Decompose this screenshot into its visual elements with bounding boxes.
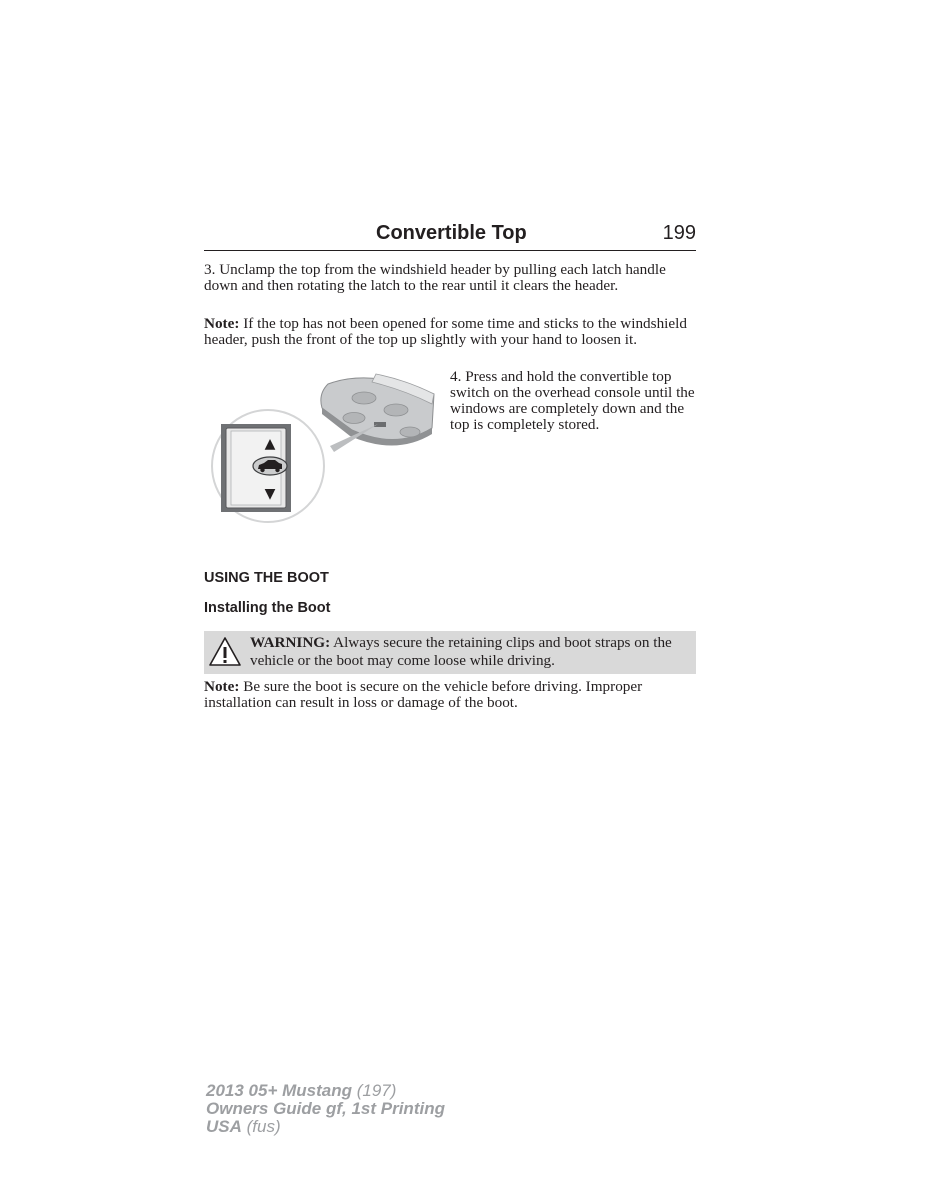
warning-box [204, 631, 696, 674]
up-arrow-icon: ▲ [264, 436, 276, 452]
footer-guide: Owners Guide gf, 1st Printing [206, 1099, 445, 1118]
page-footer [206, 1082, 445, 1136]
overhead-console-illustration [321, 374, 434, 446]
note-text-2: Be sure the boot is secure on the vehicle before driving. Improper installation can result in loss or damage of the boot. [204, 678, 643, 711]
footer-model: 2013 05+ Mustang [206, 1081, 352, 1100]
warning-label: WARNING: [250, 634, 331, 651]
footer-region-code: (fus) [241, 1117, 281, 1136]
page-number: 199 [662, 222, 696, 244]
convertible-switch-figure [206, 368, 446, 530]
step-3-paragraph: 3. Unclamp the top from the windshield header by pulling each latch handle down and then rotating the latch to the rear until it clears the header. [204, 261, 666, 294]
footer-region: USA [206, 1117, 242, 1136]
note-paragraph [204, 316, 696, 348]
footer-model-code: (197) [352, 1081, 397, 1100]
note-label: Note: [204, 315, 240, 332]
warning-triangle-icon [208, 636, 242, 668]
subsection-heading: Installing the Boot [204, 600, 331, 616]
page-header [204, 222, 696, 251]
section-heading: USING THE BOOT [204, 570, 329, 586]
page-title: Convertible Top [376, 222, 527, 244]
note-text: If the top has not been opened for some time and sticks to the windshield header, push the front of the top up slightly with your hand to loosen it. [204, 315, 687, 348]
note-label-2: Note: [204, 678, 240, 695]
warning-text [250, 634, 694, 670]
convertible-top-switch [221, 424, 291, 512]
warning-body: Always secure the retaining clips and boot straps on the vehicle or the boot may come loose while driving. [250, 634, 672, 669]
note-paragraph-2 [204, 679, 696, 711]
step-4-paragraph: 4. Press and hold the convertible top switch on the overhead console until the windows are completely down and the top is completely stored. [450, 368, 695, 433]
down-arrow-icon: ▼ [264, 486, 276, 502]
